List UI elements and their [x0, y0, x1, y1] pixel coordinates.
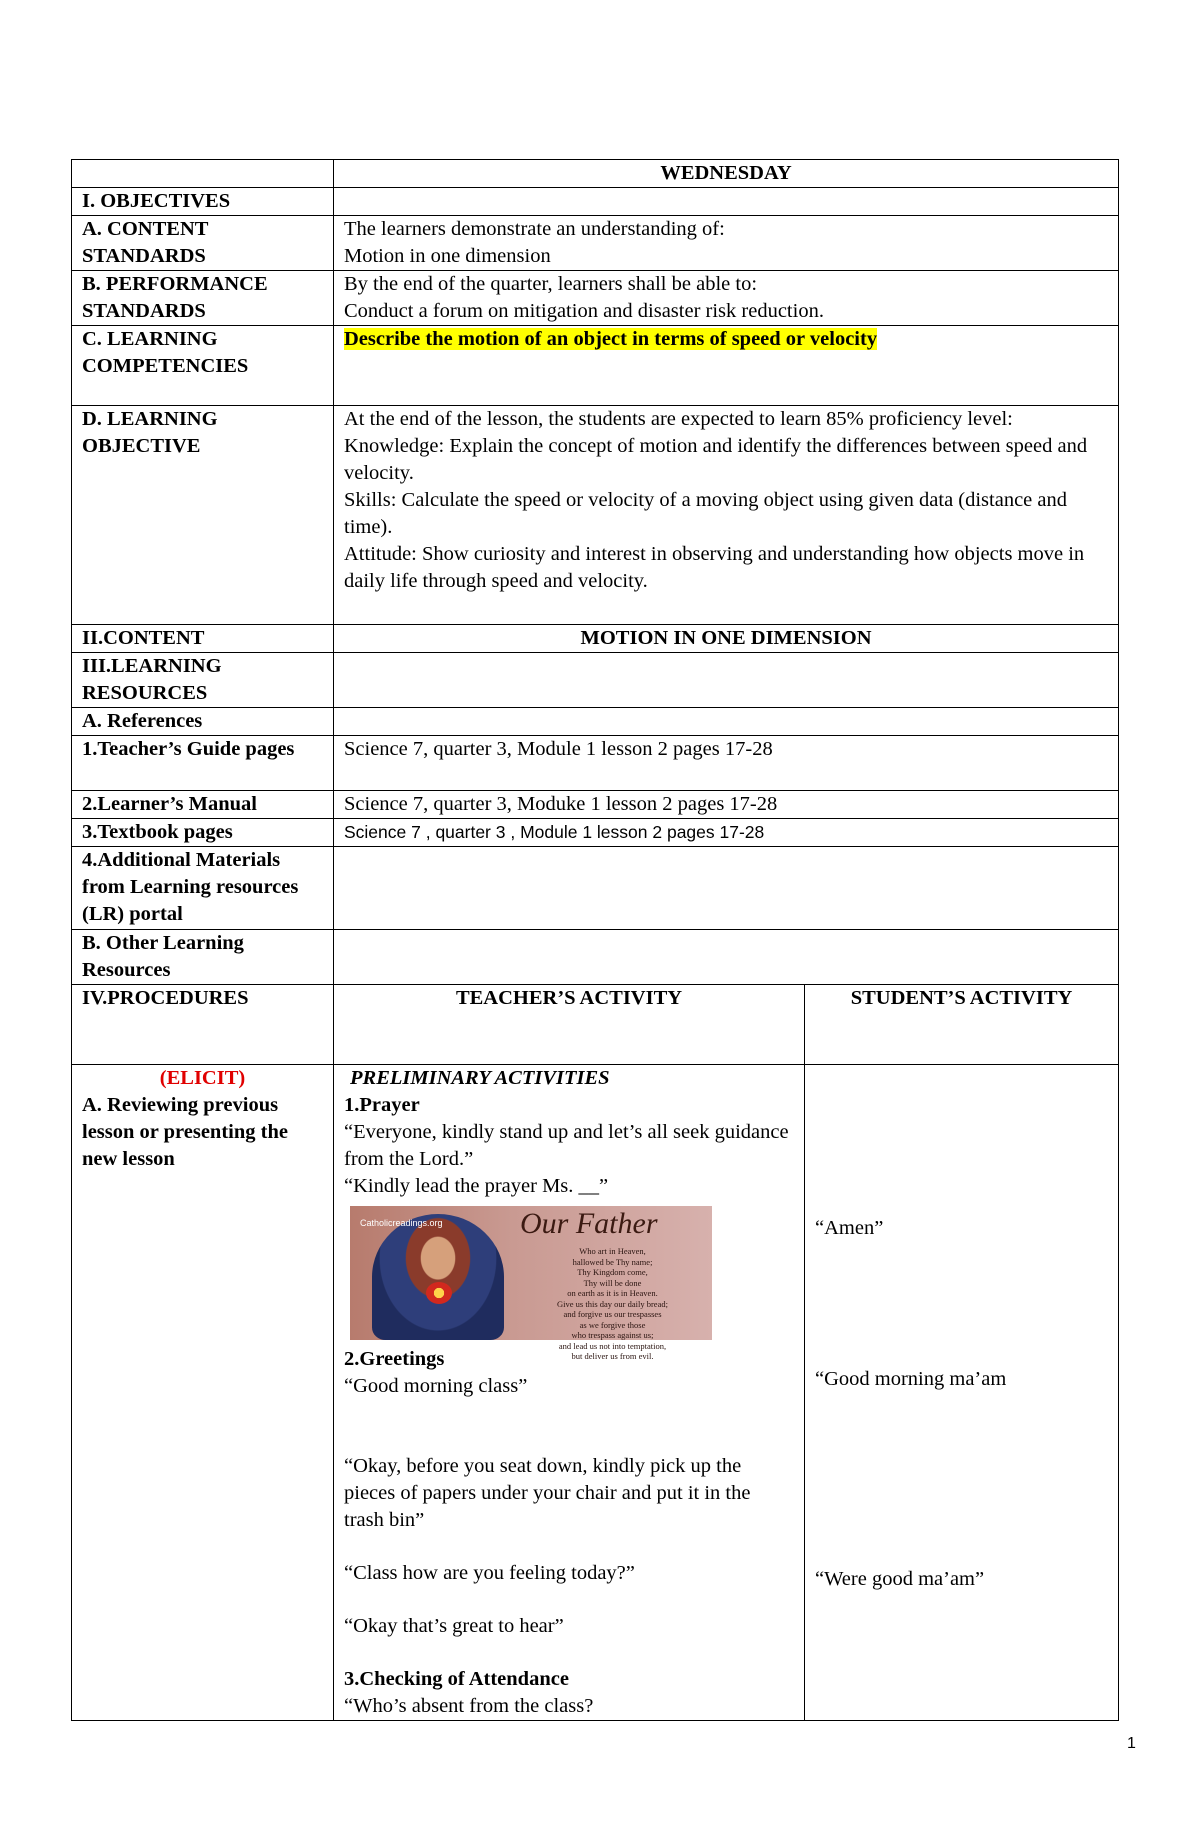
learning-objective-value	[334, 406, 1119, 625]
spacer	[815, 1242, 1108, 1366]
prayer-image-title: Our Father	[520, 1207, 658, 1240]
teachers-guide-label: 1.Teacher’s Guide pages	[72, 736, 334, 791]
prayer-image-line: Give us this day our daily bread;	[557, 1298, 668, 1309]
student-amen: “Amen”	[815, 1217, 884, 1239]
prayer-line: “Everyone, kindly stand up and let’s all seek guidance from the Lord.”	[344, 1121, 789, 1170]
performance-standards-line: Conduct a forum on mitigation and disaster risk reduction.	[344, 300, 824, 322]
absent-line: “Who’s absent from the class?	[344, 1695, 594, 1717]
learning-resources-empty	[334, 653, 1119, 708]
student-activity-cell	[805, 1065, 1119, 1721]
performance-standards-label: B. PERFORMANCE STANDARDS	[72, 271, 334, 326]
great-line: “Okay that’s great to hear”	[344, 1615, 564, 1637]
learners-manual-value: Science 7, quarter 3, Moduke 1 lesson 2 pages 17-28	[334, 791, 1119, 819]
prayer-image-line: and forgive us our trespasses	[563, 1309, 662, 1319]
prayer-image-line: on earth as it is in Heaven.	[567, 1288, 658, 1298]
learning-competencies-label: C. LEARNING COMPETENCIES	[72, 326, 334, 406]
content-standards-label: A. CONTENT STANDARDS	[72, 216, 334, 271]
references-empty	[334, 708, 1119, 736]
textbook-label: 3.Textbook pages	[72, 819, 334, 847]
prayer-image-line: as we forgive those	[579, 1319, 646, 1330]
additional-materials-label: 4.Additional Materials from Learning resources (LR) portal	[72, 847, 334, 930]
learning-objective-label: D. LEARNING OBJECTIVE	[72, 406, 334, 625]
objective-attitude: Attitude: Show curiosity and interest in observing and understanding how objects move in daily life through speed and velocity.	[344, 543, 1085, 592]
performance-standards-value	[334, 271, 1119, 326]
spacer	[344, 1534, 794, 1560]
sacred-heart-icon	[426, 1282, 452, 1304]
attendance-title: 3.Checking of Attendance	[344, 1668, 569, 1690]
preliminary-title: PRELIMINARY ACTIVITIES	[350, 1067, 610, 1089]
teacher-activity-header: TEACHER’S ACTIVITY	[334, 985, 805, 1065]
student-good-morning: “Good morning ma’am	[815, 1368, 1007, 1390]
objective-knowledge: Knowledge: Explain the concept of motion and identify the differences between speed and velocity.	[344, 435, 1088, 484]
prayer-image-line: Who art in Heaven,	[579, 1246, 646, 1256]
greeting-line: “Good morning class”	[344, 1375, 528, 1397]
prayer-image-line: hallowed be Thy name;	[572, 1256, 653, 1267]
prayer-image-site: Catholicreadings.org	[360, 1218, 443, 1228]
student-activity-header: STUDENT’S ACTIVITY	[805, 985, 1119, 1065]
lesson-plan-table	[71, 159, 1119, 1721]
review-label: A. Reviewing previous lesson or presenting the new lesson	[82, 1094, 288, 1170]
objective-intro: At the end of the lesson, the students are expected to learn 85% proficiency level:	[344, 408, 1013, 430]
page-number: 1	[1127, 1735, 1136, 1752]
feeling-line: “Class how are you feeling today?”	[344, 1562, 635, 1584]
content-standards-line: Motion in one dimension	[344, 245, 551, 267]
content-label: II.CONTENT	[72, 625, 334, 653]
prayer-image-line: who trespass against us;	[571, 1330, 654, 1340]
header-empty-cell	[72, 160, 334, 188]
procedures-label: IV.PROCEDURES	[72, 985, 334, 1065]
teacher-activity-cell	[334, 1065, 805, 1721]
objective-skills: Skills: Calculate the speed or velocity of a moving object using given data (distance and time).	[344, 489, 1068, 538]
prayer-title: 1.Prayer	[344, 1094, 420, 1116]
pick-up-line: “Okay, before you seat down, kindly pick up the pieces of papers under your chair and put it in the trash bin”	[344, 1455, 751, 1531]
performance-standards-line: By the end of the quarter, learners shall be able to:	[344, 273, 758, 295]
prayer-lead-line: “Kindly lead the prayer Ms. __”	[344, 1175, 609, 1197]
references-label: A. References	[72, 708, 334, 736]
content-standards-value	[334, 216, 1119, 271]
learning-competencies-value	[334, 326, 1119, 406]
day-header: WEDNESDAY	[334, 160, 1119, 188]
other-resources-label: B. Other Learning Resources	[72, 930, 334, 985]
prayer-image-text	[520, 1246, 705, 1362]
learning-resources-label: III.LEARNING RESOURCES	[72, 653, 334, 708]
content-value: MOTION IN ONE DIMENSION	[334, 625, 1119, 653]
textbook-value: Science 7 , quarter 3 , Module 1 lesson 2 pages 17-28	[334, 819, 1119, 847]
learners-manual-label: 2.Learner’s Manual	[72, 791, 334, 819]
additional-materials-empty	[334, 847, 1119, 930]
objectives-empty	[334, 188, 1119, 216]
student-good: “Were good ma’am”	[815, 1568, 985, 1590]
prayer-image-line: but deliver us from evil.	[571, 1351, 654, 1361]
spacer	[815, 1393, 1108, 1566]
competency-highlight: Describe the motion of an object in terms of speed or velocity	[344, 328, 878, 350]
prayer-image-line: and lead us not into temptation,	[558, 1340, 667, 1351]
spacer	[815, 1065, 1108, 1215]
elicit-label: (ELICIT)	[159, 1067, 246, 1089]
spacer	[344, 1640, 794, 1666]
objectives-title: I. OBJECTIVES	[72, 188, 334, 216]
other-resources-empty	[334, 930, 1119, 985]
elicit-cell	[72, 1065, 334, 1721]
prayer-image-line: Thy will be done	[583, 1277, 642, 1288]
teachers-guide-value: Science 7, quarter 3, Module 1 lesson 2 pages 17-28	[334, 736, 1119, 791]
spacer	[344, 1400, 794, 1453]
prayer-image-line: Thy Kingdom come,	[577, 1267, 648, 1277]
spacer	[344, 1587, 794, 1613]
greetings-title: 2.Greetings	[344, 1348, 445, 1370]
content-standards-line: The learners demonstrate an understanding of:	[344, 218, 725, 240]
